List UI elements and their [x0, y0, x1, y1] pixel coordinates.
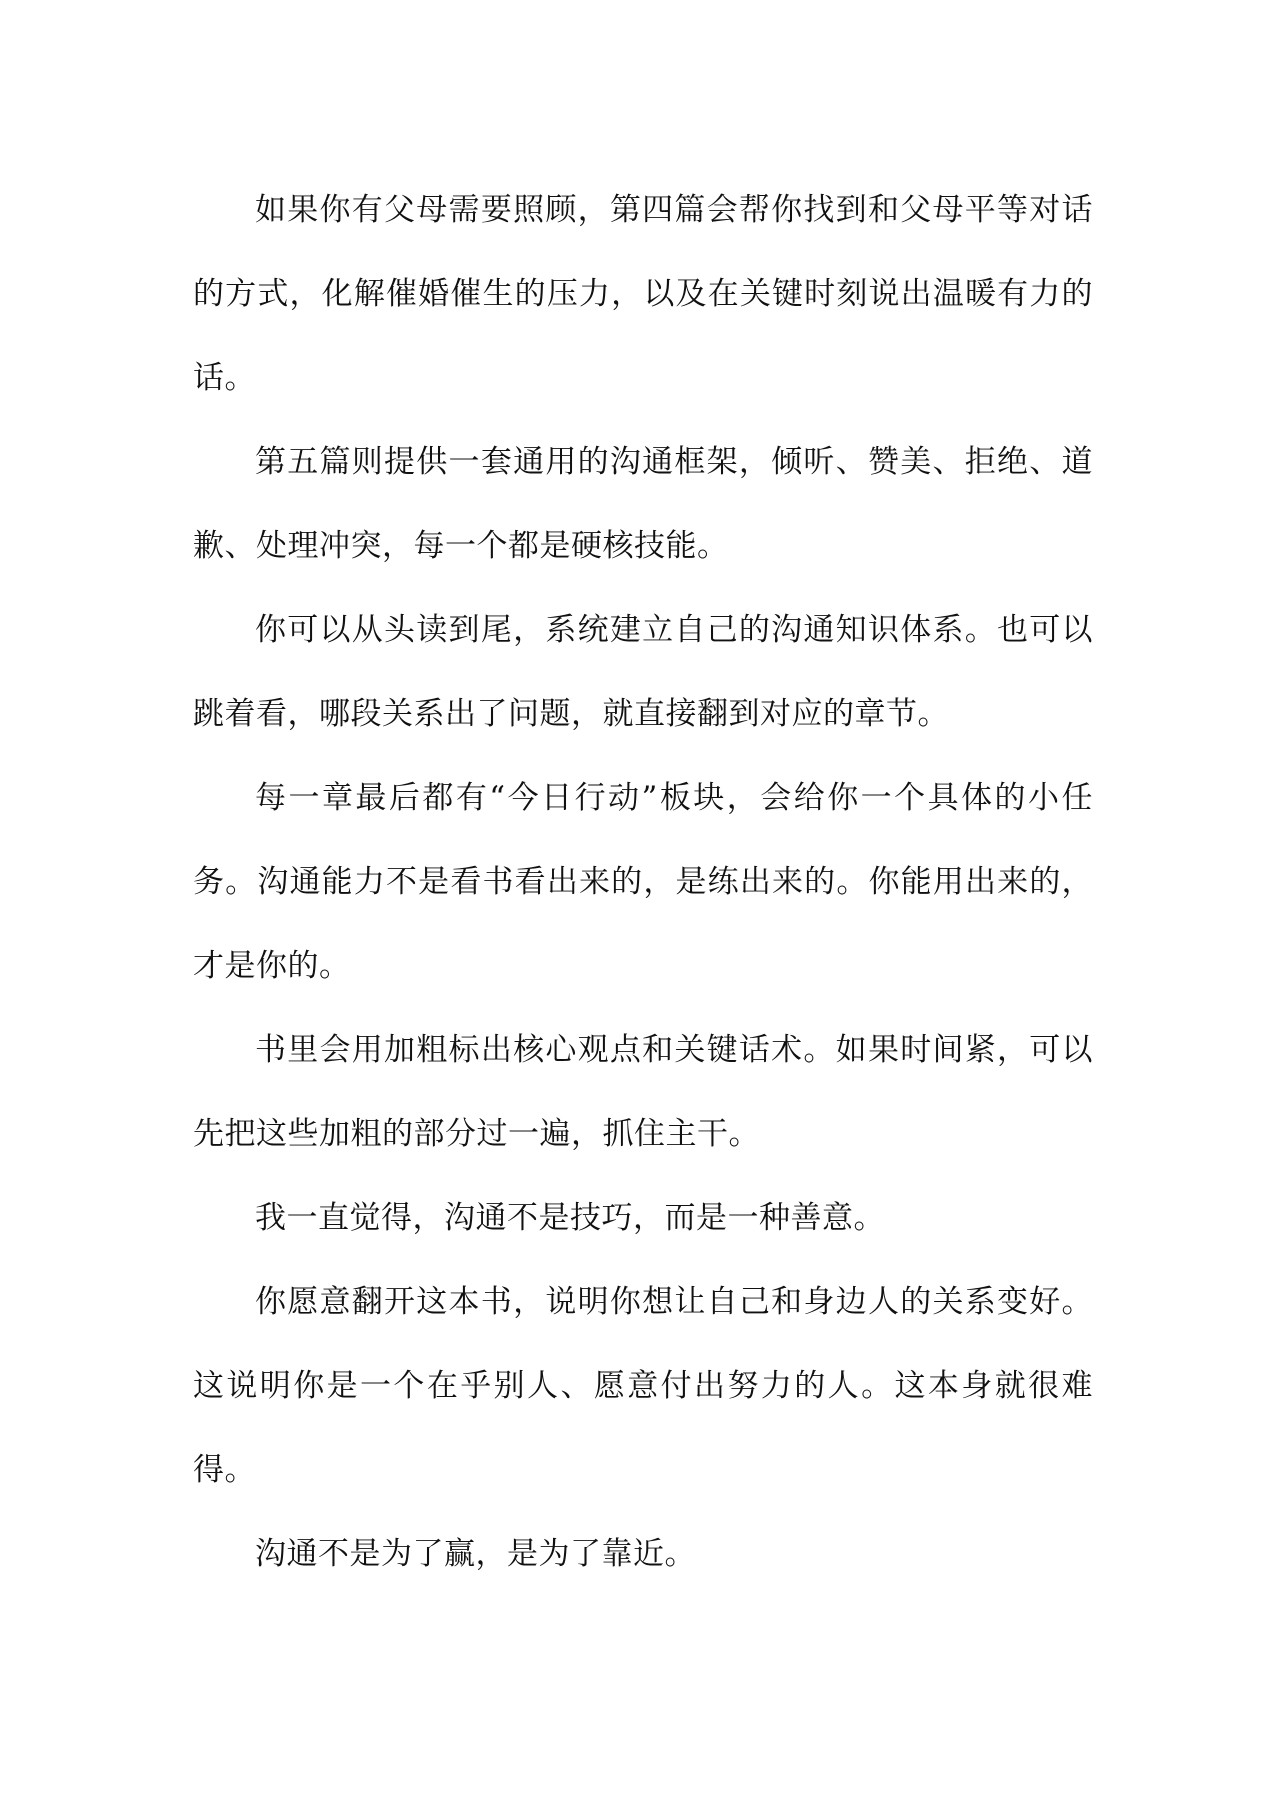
paragraph-parents-chapter: 如果你有父母需要照顾，第四篇会帮你找到和父母平等对话的方式，化解催婚催生的压力，以及在关键时刻说出温暖有力的话。 — [193, 192, 1093, 396]
paragraph-reading-order: 你可以从头读到尾，系统建立自己的沟通知识体系。也可以跳着看，哪段关系出了问题，就直接翻到对应的章节。 — [193, 612, 1093, 732]
paragraph-closing: 沟通不是为了赢，是为了靠近。 — [255, 1536, 696, 1572]
paragraph-daily-action: 每一章最后都有“今日行动”板块，会给你一个具体的小任务。沟通能力不是看书看出来的，是练出来的。你能用出来的，才是你的。 — [193, 780, 1093, 984]
body-text — [193, 168, 1093, 1596]
paragraph-framework-chapter: 第五篇则提供一套通用的沟通框架，倾听、赞美、拒绝、道歉、处理冲突，每一个都是硬核技能。 — [193, 444, 1093, 564]
paragraph-bold-highlights: 书里会用加粗标出核心观点和关键话术。如果时间紧，可以先把这些加粗的部分过一遍，抓住主干。 — [193, 1032, 1093, 1152]
paragraph-kindness: 我一直觉得，沟通不是技巧，而是一种善意。 — [255, 1200, 885, 1236]
paragraph-reader-care: 你愿意翻开这本书，说明你想让自己和身边人的关系变好。这说明你是一个在乎别人、愿意付出努力的人。这本身就很难得。 — [193, 1284, 1093, 1488]
